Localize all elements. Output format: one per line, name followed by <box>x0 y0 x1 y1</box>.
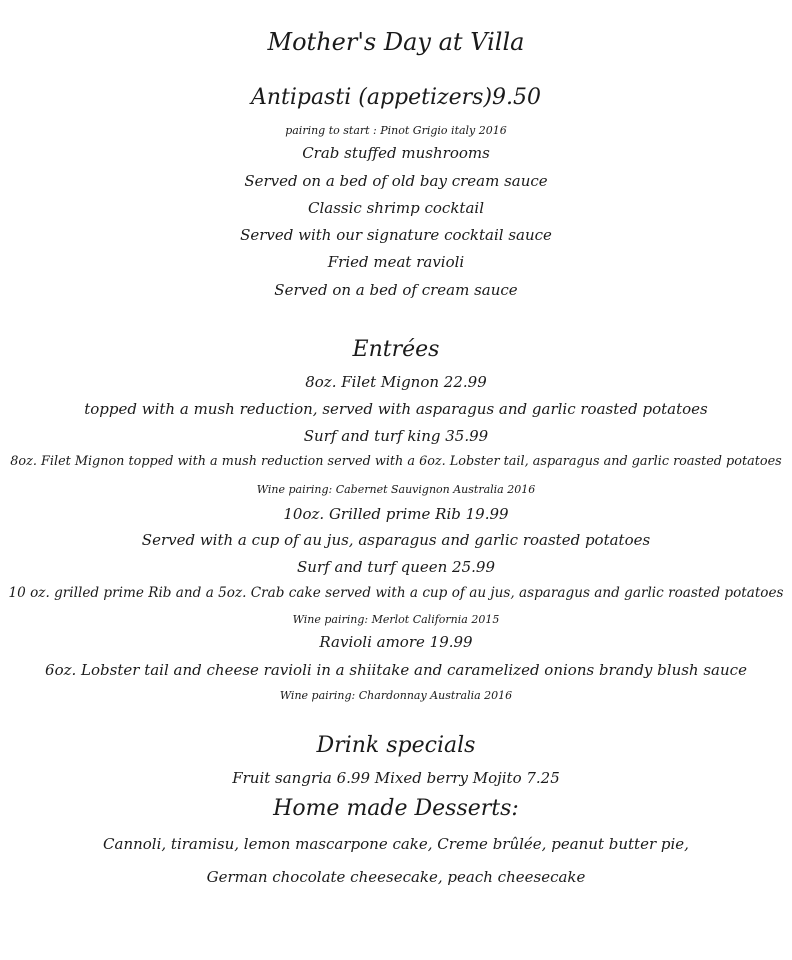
entree-name: 8oz. Filet Mignon 22.99 <box>305 373 487 391</box>
antipasti-heading: Antipasti (appetizers)9.50 <box>250 85 542 110</box>
antipasti-line: Served on a bed of cream sauce <box>274 281 518 299</box>
entree-desc: 10 oz. grilled prime Rib and a 5oz. Crab cake served with a cup of au jus, asparagus and garlic roasted potatoes <box>8 585 784 601</box>
entree-name: Surf and turf queen 25.99 <box>297 558 495 576</box>
desserts-heading: Home made Desserts: <box>273 796 519 821</box>
antipasti-pairing: pairing to start : Pinot Grigio italy 2016 <box>285 124 507 137</box>
menu-title: Mother's Day at Villa <box>267 28 525 56</box>
entrees-heading: Entrées <box>352 337 440 362</box>
wine-pairing: Wine pairing: Cabernet Sauvignon Australia 2016 <box>256 483 536 496</box>
antipasti-line: Served with our signature cocktail sauce <box>240 226 552 244</box>
drinks-heading: Drink specials <box>316 733 476 758</box>
drinks-line: Fruit sangria 6.99 Mixed berry Mojito 7.25 <box>232 769 560 787</box>
antipasti-line: Crab stuffed mushrooms <box>302 144 490 162</box>
entree-desc: 8oz. Filet Mignon topped with a mush reduction served with a 6oz. Lobster tail, asparagus and garlic roasted potatoes <box>10 454 782 469</box>
entree-name: Surf and turf king 35.99 <box>303 427 489 445</box>
antipasti-line: Classic shrimp cocktail <box>308 199 484 217</box>
entree-name: Ravioli amore 19.99 <box>319 633 473 651</box>
entree-desc: Served with a cup of au jus, asparagus and garlic roasted potatoes <box>141 531 651 549</box>
entree-desc: topped with a mush reduction, served with asparagus and garlic roasted potatoes <box>84 400 708 418</box>
entree-desc: 6oz. Lobster tail and cheese ravioli in a shiitake and caramelized onions brandy blush sauce <box>45 661 747 679</box>
wine-pairing: Wine pairing: Chardonnay Australia 2016 <box>279 689 513 702</box>
wine-pairing: Wine pairing: Merlot California 2015 <box>292 613 500 626</box>
antipasti-line: Fried meat ravioli <box>327 253 465 271</box>
desserts-line: German chocolate cheesecake, peach cheesecake <box>206 868 586 886</box>
antipasti-line: Served on a bed of old bay cream sauce <box>244 172 548 190</box>
desserts-line: Cannoli, tiramisu, lemon mascarpone cake, Creme brûlée, peanut butter pie, <box>103 835 689 853</box>
entree-name: 10oz. Grilled prime Rib 19.99 <box>283 505 509 523</box>
